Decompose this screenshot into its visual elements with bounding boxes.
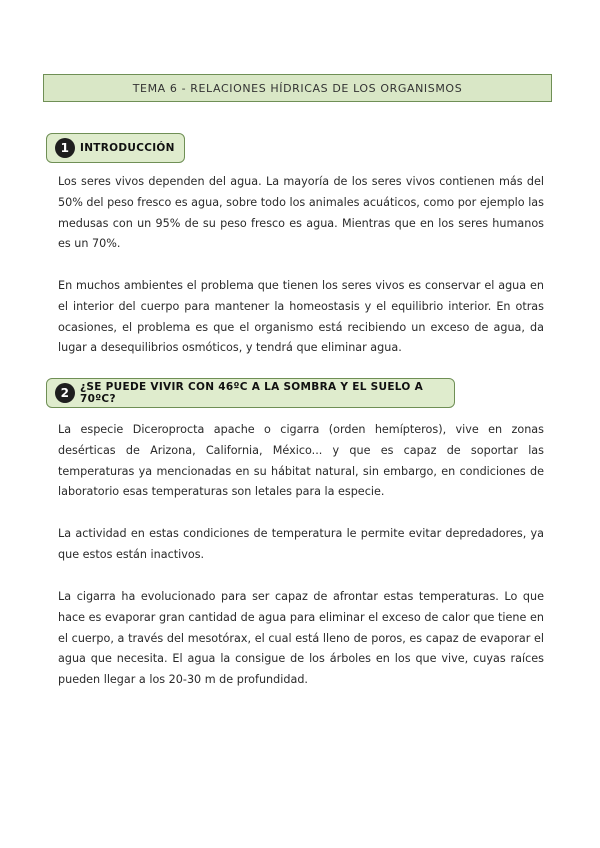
section-heading-text: INTRODUCCIÓN — [80, 142, 175, 154]
paragraph: La especie Diceroprocta apache o cigarra (orden hemípteros), vive en zonas desérticas de Arizona, California, México... y que es capaz de soportar las temperaturas ya mencionadas en su hábitat natural, sin embargo, en condiciones de laboratorio esas temperaturas son letales para la especie. — [58, 423, 544, 499]
section-heading-temperatura — [46, 378, 455, 408]
paragraph: La cigarra ha evolucionado para ser capaz de afrontar estas temperaturas. Lo que hace es evaporar gran cantidad de agua para eliminar el exceso de calor que tiene en el cuerpo, a través del mesotórax, el cual está lleno de poros, es capaz de evaporar el agua que necesita. El agua la consigue de los árboles en los que vive, cuyas raíces pueden llegar a los 20-30 m de profundidad. — [58, 590, 544, 687]
page-title — [43, 74, 552, 102]
section-heading-text: ¿SE PUEDE VIVIR CON 46ºC A LA SOMBRA Y EL SUELO A 70ºC? — [80, 381, 424, 405]
page-title-text: TEMA 6 - RELACIONES HÍDRICAS DE LOS ORGANISMOS — [132, 81, 463, 95]
paragraph: Los seres vivos dependen del agua. La mayoría de los seres vivos contienen más del 50% del peso fresco es agua, sobre todo los animales acuáticos, como por ejemplo las medusas con un 95% de su peso fresco es agua. Mientras que en los seres humanos es un 70%. — [58, 175, 544, 251]
section-heading-introduccion — [46, 133, 185, 163]
section-number-badge: 2 — [55, 383, 75, 403]
paragraph: La actividad en estas condiciones de temperatura le permite evitar depredadores, ya que estos están inactivos. — [58, 527, 544, 561]
section-number-badge: 1 — [55, 138, 75, 158]
paragraph: En muchos ambientes el problema que tienen los seres vivos es conservar el agua en el interior del cuerpo para mantener la homeostasis y el equilibrio interior. En otras ocasiones, el problema es que el organismo está recibiendo un exceso de agua, da lugar a desequilibrios osmóticos, y tendrá que eliminar agua. — [58, 279, 544, 355]
